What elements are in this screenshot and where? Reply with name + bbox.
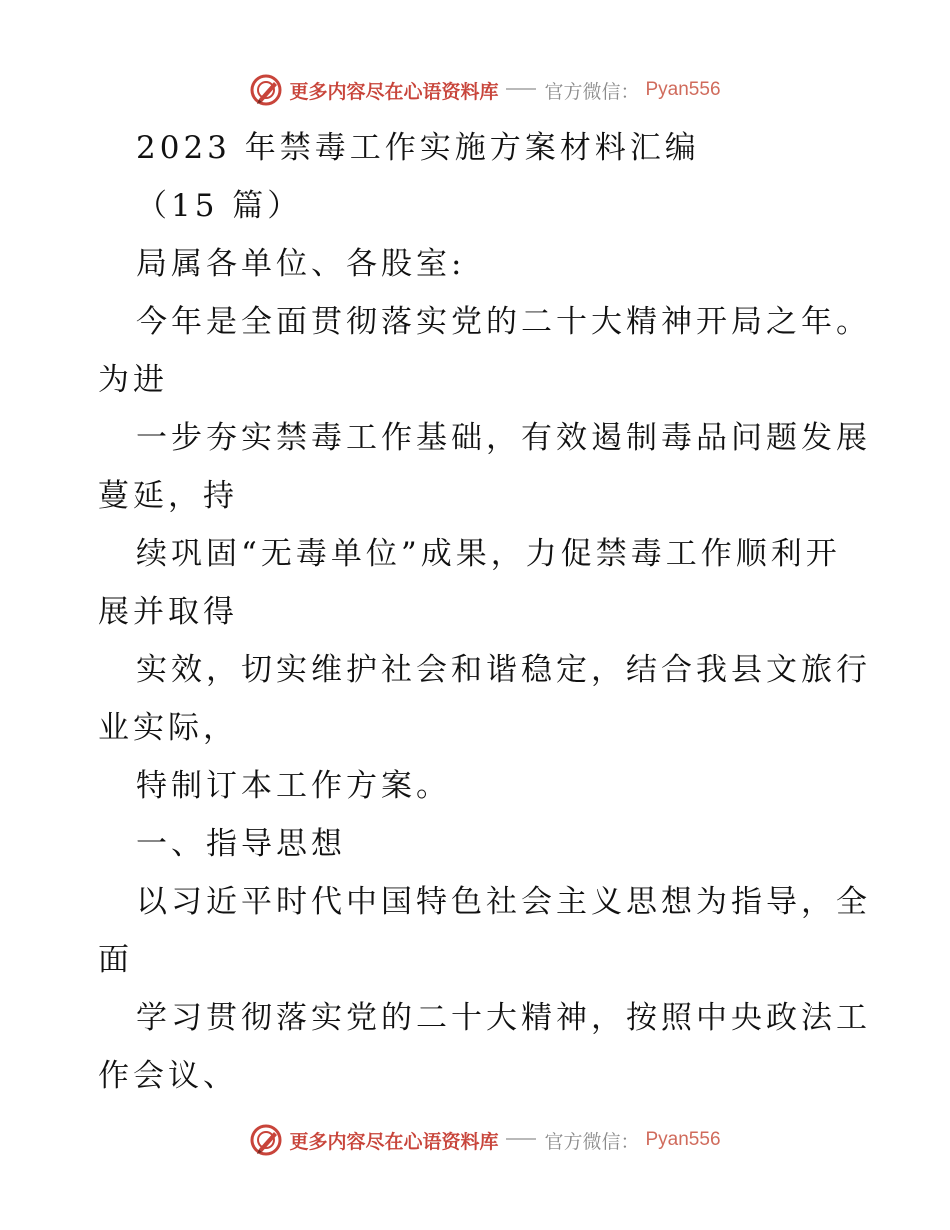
banner-content	[249, 73, 720, 107]
footer-watermark-banner	[0, 1120, 950, 1160]
document-salutation: 局属各单位、各股室:	[136, 246, 466, 282]
paragraph-line: 作会议、	[98, 1058, 238, 1094]
paragraph-line: 业实际，	[98, 710, 238, 746]
paragraph-line: 实效，切实维护社会和谐稳定，结合我县文旅行	[136, 652, 871, 688]
banner-wechat-id: Pyan556	[645, 1129, 721, 1150]
paragraph-line: 面	[98, 942, 133, 978]
banner-slogan: 更多内容尽在心语资料库	[289, 80, 499, 103]
paragraph-line: 一步夯实禁毒工作基础，有效遏制毒品问题发展	[136, 420, 871, 456]
document-title: 2023 年禁毒工作实施方案材料汇编	[136, 130, 700, 166]
banner-dash	[506, 1138, 536, 1140]
paragraph-line: 今年是全面贯彻落实党的二十大精神开局之年。	[136, 304, 871, 340]
section-heading: 一、指导思想	[136, 826, 346, 862]
banner-wechat-id: Pyan556	[645, 79, 721, 100]
paragraph-line: 蔓延，持	[98, 478, 238, 514]
banner-wechat-label: 官方微信：	[544, 80, 640, 103]
paragraph-line: 展并取得	[98, 594, 238, 630]
banner-dash	[506, 88, 536, 90]
banner-wechat-label: 官方微信：	[544, 1130, 640, 1153]
pen-logo-icon	[249, 1123, 283, 1157]
paragraph-line: 以习近平时代中国特色社会主义思想为指导，全	[136, 884, 871, 920]
paragraph-line: 学习贯彻落实党的二十大精神，按照中央政法工	[136, 1000, 871, 1036]
paragraph-line: 特制订本工作方案。	[136, 768, 451, 804]
pen-logo-icon	[249, 73, 283, 107]
paragraph-line: 为进	[98, 362, 168, 398]
document-subtitle: （15 篇）	[136, 188, 303, 224]
banner-slogan: 更多内容尽在心语资料库	[289, 1130, 499, 1153]
banner-content	[249, 1123, 720, 1157]
header-watermark-banner	[0, 70, 950, 110]
paragraph-line: 续巩固“无毒单位”成果，力促禁毒工作顺利开	[136, 536, 841, 572]
